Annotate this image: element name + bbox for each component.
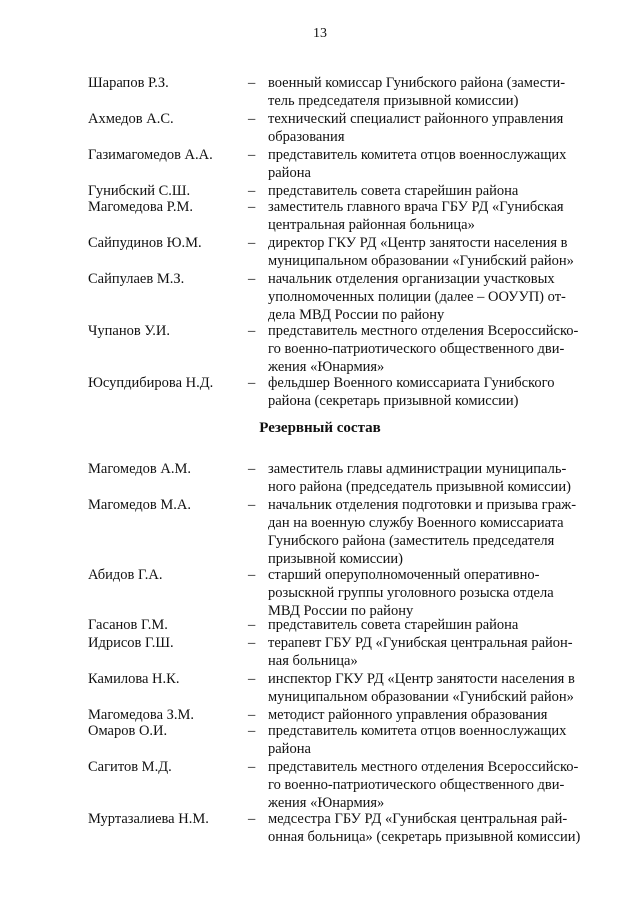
role-text-line: медсестра ГБУ РД «Гунибская центральная рай- xyxy=(268,811,568,827)
member-name: Сайпудинов Ю.М. xyxy=(88,235,202,251)
role-text-line: образования xyxy=(268,129,345,145)
role-text-line: начальник отделения организации участковых xyxy=(268,271,555,287)
role-text-line: старший оперуполномоченный оперативно- xyxy=(268,567,540,583)
member-name: Юсупдибирова Н.Д. xyxy=(88,375,214,391)
page-number: 13 xyxy=(313,26,327,41)
role-text-line: технический специалист районного управления xyxy=(268,111,564,127)
member-name: Идрисов Г.Ш. xyxy=(88,635,174,651)
role-text-line: представитель комитета отцов военнослужащих xyxy=(268,723,567,739)
entry-dash: – xyxy=(248,199,256,215)
member-name: Магомедов М.А. xyxy=(88,497,192,513)
entry-dash: – xyxy=(248,671,256,687)
member-name: Шарапов Р.З. xyxy=(88,75,169,91)
role-text-line: фельдшер Военного комиссариата Гунибского xyxy=(268,375,555,391)
member-name: Гасанов Г.М. xyxy=(88,617,168,633)
role-text-line: го военно-патриотического общественного дви- xyxy=(268,341,565,357)
role-text-line: инспектор ГКУ РД «Центр занятости населения в xyxy=(268,671,575,687)
role-text-line: военный комиссар Гунибского района (замести- xyxy=(268,75,566,91)
entry-dash: – xyxy=(248,707,256,723)
role-text-line: представитель совета старейшин района xyxy=(268,183,519,199)
member-name: Омаров О.И. xyxy=(88,723,168,739)
section-title-reserve: Резервный состав xyxy=(259,420,381,436)
entry-dash: – xyxy=(248,271,256,287)
role-text-line: заместитель главы администрации муниципаль- xyxy=(268,461,567,477)
member-role-description xyxy=(268,566,598,620)
role-text-line: Гунибского района (заместитель председателя xyxy=(268,533,555,549)
member-name: Ахмедов А.С. xyxy=(88,111,174,127)
role-text-line: тель председателя призывной комиссии) xyxy=(268,93,519,109)
entry-dash: – xyxy=(248,497,256,513)
member-role-description xyxy=(268,496,598,568)
entry-dash: – xyxy=(248,147,256,163)
role-text-line: ная больница» xyxy=(268,653,358,669)
entry-dash: – xyxy=(248,617,256,633)
member-role-description xyxy=(268,670,598,706)
member-name: Сайпулаев М.З. xyxy=(88,271,185,287)
member-name: Сагитов М.Д. xyxy=(88,759,172,775)
member-role-description xyxy=(268,810,598,846)
role-text-line: розыскной группы уголовного розыска отдела xyxy=(268,585,554,601)
member-role-description xyxy=(268,270,598,324)
role-text-line: ного района (председатель призывной комиссии) xyxy=(268,479,571,495)
role-text-line: терапевт ГБУ РД «Гунибская центральная район- xyxy=(268,635,573,651)
member-role-description xyxy=(268,634,598,670)
member-role-description xyxy=(268,460,598,496)
role-text-line: го военно-патриотического общественного дви- xyxy=(268,777,565,793)
member-role-description xyxy=(268,198,598,234)
role-text-line: директор ГКУ РД «Центр занятости населения в xyxy=(268,235,568,251)
role-text-line: уполномоченных полиции (далее – ООУУП) от- xyxy=(268,289,566,305)
role-text-line: онная больница» (секретарь призывной комиссии) xyxy=(268,829,581,845)
role-text-line: жения «Юнармия» xyxy=(268,359,385,375)
role-text-line: заместитель главного врача ГБУ РД «Гунибская xyxy=(268,199,564,215)
role-text-line: призывной комиссии) xyxy=(268,551,403,567)
role-text-line: дан на военную службу Военного комиссариата xyxy=(268,515,564,531)
role-text-line: представитель комитета отцов военнослужащих xyxy=(268,147,567,163)
entry-dash: – xyxy=(248,567,256,583)
entry-dash: – xyxy=(248,759,256,775)
role-text-line: центральная районная больница» xyxy=(268,217,475,233)
entry-dash: – xyxy=(248,811,256,827)
member-name: Камилова Н.К. xyxy=(88,671,180,687)
role-text-line: начальник отделения подготовки и призыва граж- xyxy=(268,497,577,513)
role-text-line: района xyxy=(268,165,311,181)
role-text-line: дела МВД России по району xyxy=(268,307,445,323)
member-name: Магомедов А.М. xyxy=(88,461,192,477)
role-text-line: представитель местного отделения Всероссийско- xyxy=(268,759,579,775)
role-text-line: жения «Юнармия» xyxy=(268,795,385,811)
role-text-line: представитель местного отделения Всероссийско- xyxy=(268,323,579,339)
member-role-description xyxy=(268,616,598,634)
role-text-line: представитель совета старейшин района xyxy=(268,617,519,633)
entry-dash: – xyxy=(248,635,256,651)
entry-dash: – xyxy=(248,723,256,739)
member-role-description xyxy=(268,722,598,758)
member-name: Абидов Г.А. xyxy=(88,567,163,583)
member-role-description xyxy=(268,74,598,110)
member-role-description xyxy=(268,758,598,812)
role-text-line: муниципальном образовании «Гунибский район» xyxy=(268,253,574,269)
member-name: Газимагомедов А.А. xyxy=(88,147,213,163)
entry-dash: – xyxy=(248,323,256,339)
entry-dash: – xyxy=(248,375,256,391)
role-text-line: муниципальном образовании «Гунибский район» xyxy=(268,689,574,705)
role-text-line: района (секретарь призывной комиссии) xyxy=(268,393,519,409)
member-name: Магомедова Р.М. xyxy=(88,199,194,215)
entry-dash: – xyxy=(248,183,256,199)
member-role-description xyxy=(268,374,598,410)
member-name: Магомедова З.М. xyxy=(88,707,195,723)
role-text-line: района xyxy=(268,741,311,757)
entry-dash: – xyxy=(248,461,256,477)
member-name: Чупанов У.И. xyxy=(88,323,170,339)
member-role-description xyxy=(268,146,598,182)
role-text-line: методист районного управления образования xyxy=(268,707,548,723)
member-name: Муртазалиева Н.М. xyxy=(88,811,209,827)
member-role-description xyxy=(268,234,598,270)
entry-dash: – xyxy=(248,235,256,251)
entry-dash: – xyxy=(248,111,256,127)
member-role-description xyxy=(268,322,598,376)
member-role-description xyxy=(268,110,598,146)
entry-dash: – xyxy=(248,75,256,91)
member-name: Гунибский С.Ш. xyxy=(88,183,191,199)
role-text-line: МВД России по району xyxy=(268,603,414,619)
